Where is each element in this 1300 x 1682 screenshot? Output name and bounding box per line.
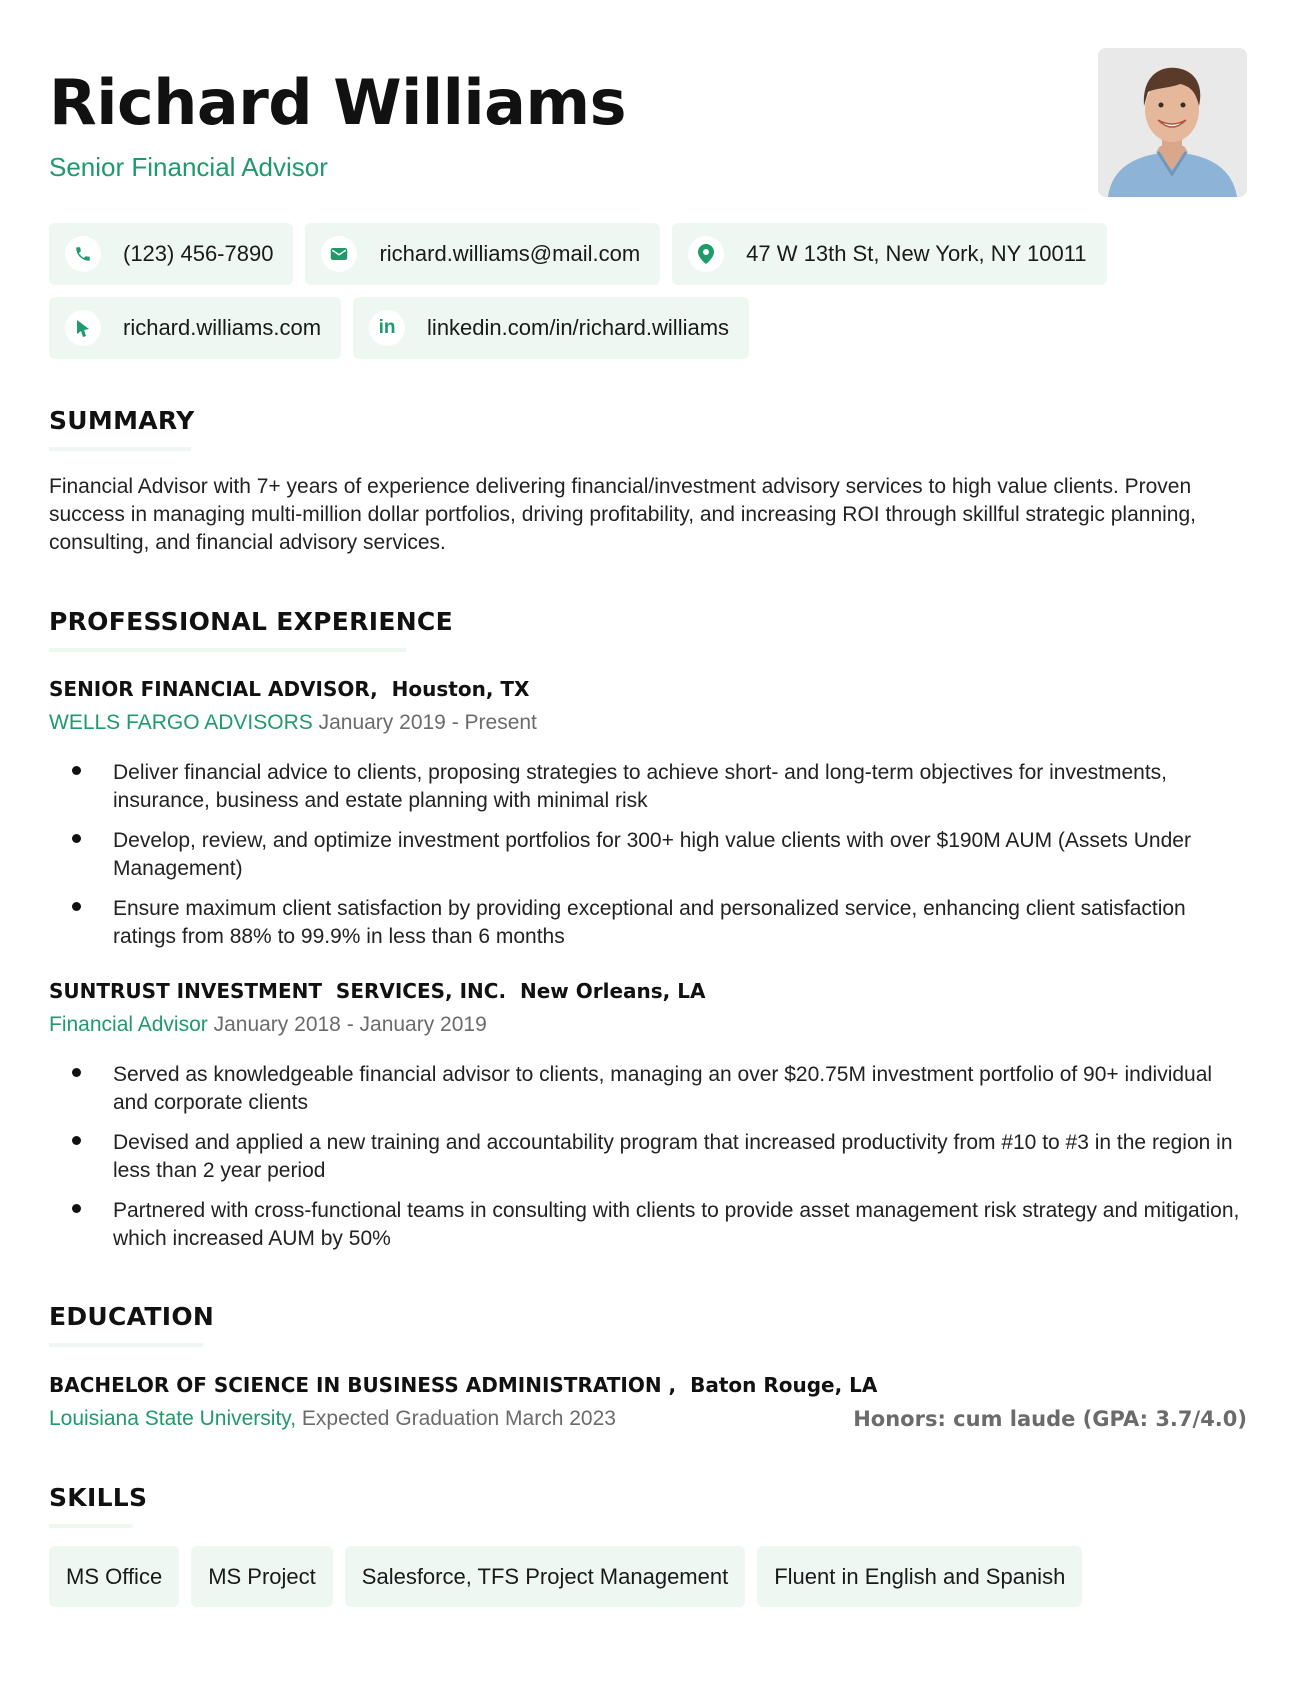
cursor-icon	[65, 310, 101, 346]
skill-tag: Fluent in English and Spanish	[757, 1546, 1082, 1607]
education-heading: EDUCATION	[49, 1302, 215, 1331]
education-school: Louisiana State University,	[49, 1407, 297, 1430]
contact-address-text: 47 W 13th St, New York, NY 10011	[746, 241, 1087, 266]
education-dates: Expected Graduation March 2023	[301, 1407, 616, 1430]
contact-row-1	[49, 223, 1107, 285]
contact-linkedin-text: linkedin.com/in/richard.williams	[427, 315, 730, 340]
skills-underline	[49, 1524, 133, 1528]
contact-row-2	[49, 297, 749, 359]
candidate-title: Senior Financial Advisor	[49, 152, 328, 182]
contact-website-text: richard.williams.com	[123, 315, 322, 340]
skill-tag: MS Project	[191, 1546, 333, 1607]
list-item: Partnered with cross-functional teams in consulting with clients to provide asset management risk strategy and mitigation, which increased AUM by 50%	[49, 1197, 1249, 1253]
job-1-heading: SENIOR FINANCIAL ADVISOR, Houston, TX	[49, 677, 530, 701]
job-2-meta	[49, 1013, 487, 1037]
job-1-meta	[49, 711, 537, 735]
skills-list	[49, 1546, 1082, 1607]
education-underline	[49, 1343, 203, 1347]
list-item: Ensure maximum client satisfaction by providing exceptional and personalized service, enhancing client satisfaction ratings from 88% to 99.9% in less than 6 months	[49, 895, 1249, 951]
experience-heading: PROFESSIONAL EXPERIENCE	[49, 607, 453, 636]
job-1-bullets	[49, 759, 1249, 963]
list-item: Devised and applied a new training and accountability program that increased productivity from #10 to #3 in the region in less than 2 year period	[49, 1129, 1249, 1185]
list-item: Served as knowledgeable financial advisor to clients, managing an over $20.75M investment portfolio of 90+ individual and corporate clients	[49, 1061, 1249, 1117]
experience-underline	[49, 648, 406, 652]
skill-tag: Salesforce, TFS Project Management	[345, 1546, 745, 1607]
linkedin-icon: in	[369, 310, 405, 346]
summary-text: Financial Advisor with 7+ years of experience delivering financial/investment advisory services to high value clients. Proven success in managing multi-million dollar portfolios, driving profitability, and increasing ROI through skillful strategic planning, consulting, and financial advisory services.	[49, 475, 1196, 554]
candidate-name: Richard Williams	[49, 66, 627, 139]
job-2-dates: January 2018 - January 2019	[213, 1013, 487, 1036]
job-2-org: Financial Advisor	[49, 1013, 208, 1036]
education-degree: BACHELOR OF SCIENCE IN BUSINESS ADMINISTRATION , Baton Rouge, LA	[49, 1373, 878, 1397]
list-item: Develop, review, and optimize investment portfolios for 300+ high value clients with over $190M AUM (Assets Under Management)	[49, 827, 1249, 883]
summary-heading: SUMMARY	[49, 406, 195, 435]
contact-phone[interactable]	[49, 223, 293, 285]
skill-tag: MS Office	[49, 1546, 179, 1607]
email-icon	[321, 236, 357, 272]
summary-underline	[49, 447, 191, 451]
job-2-bullets	[49, 1061, 1249, 1265]
job-1-org: WELLS FARGO ADVISORS	[49, 711, 313, 734]
contact-address[interactable]	[672, 223, 1106, 285]
location-icon	[688, 236, 724, 272]
list-item: Deliver financial advice to clients, proposing strategies to achieve short- and long-term objectives for investments, insurance, business and estate planning with minimal risk	[49, 759, 1249, 815]
contact-linkedin[interactable]	[353, 297, 749, 359]
profile-photo	[1098, 48, 1247, 197]
contact-email-text: richard.williams@mail.com	[379, 241, 641, 266]
education-honors: Honors: cum laude (GPA: 3.7/4.0)	[853, 1407, 1247, 1431]
contact-phone-text: (123) 456-7890	[123, 241, 274, 266]
phone-icon	[65, 236, 101, 272]
job-2-heading: SUNTRUST INVESTMENT SERVICES, INC. New Orleans, LA	[49, 979, 706, 1003]
contact-email[interactable]	[305, 223, 660, 285]
contact-website[interactable]	[49, 297, 341, 359]
education-meta	[49, 1407, 616, 1431]
job-1-dates: January 2019 - Present	[318, 711, 537, 734]
skills-heading: SKILLS	[49, 1483, 148, 1512]
